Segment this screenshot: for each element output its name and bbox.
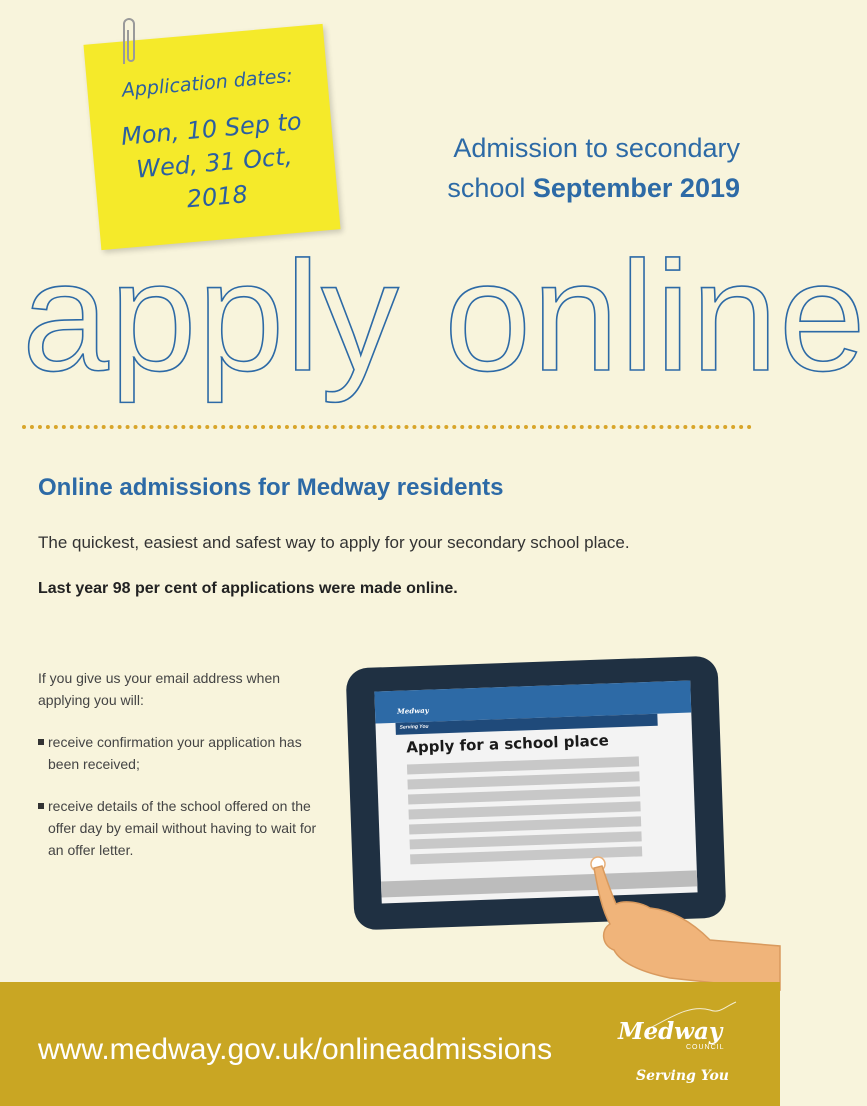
bullet-icon — [38, 739, 44, 745]
admission-heading: Admission to secondary school September 2019 — [447, 133, 740, 203]
intro-text: The quickest, easiest and safest way to apply for your secondary school place. — [38, 533, 630, 552]
application-dates — [83, 24, 340, 250]
pointing-hand-icon — [580, 850, 780, 990]
application-dates-label: Application dates: — [120, 64, 294, 102]
application-dates-range: Mon, 10 Sep to Wed, 31 Oct, 2018 — [119, 107, 303, 214]
headline: apply online — [22, 230, 867, 404]
email-intro: If you give us your email address when applying you will: — [38, 670, 281, 708]
screen-title: Apply for a school place — [406, 731, 610, 757]
statistic-text: Last year 98 per cent of applications were made online. — [38, 580, 458, 597]
screen-logo: Medway — [396, 705, 429, 716]
medway-logo: Medway — [618, 1018, 723, 1045]
screen-subheader: Serving You — [395, 714, 657, 735]
list-item: receive details of the school offered on the offer day by email without having to wait for an offer letter. — [38, 795, 328, 861]
benefit-list — [38, 731, 328, 881]
website-url: www.medway.gov.uk/onlineadmissions — [38, 1033, 553, 1066]
list-item: receive confirmation your application has been received; — [38, 731, 328, 775]
dotted-divider — [22, 425, 752, 429]
council-label: COUNCIL — [686, 1044, 725, 1051]
section-title: Online admissions for Medway residents — [38, 474, 504, 501]
logo-tagline: Serving You — [636, 1068, 729, 1084]
bullet-icon — [38, 803, 44, 809]
